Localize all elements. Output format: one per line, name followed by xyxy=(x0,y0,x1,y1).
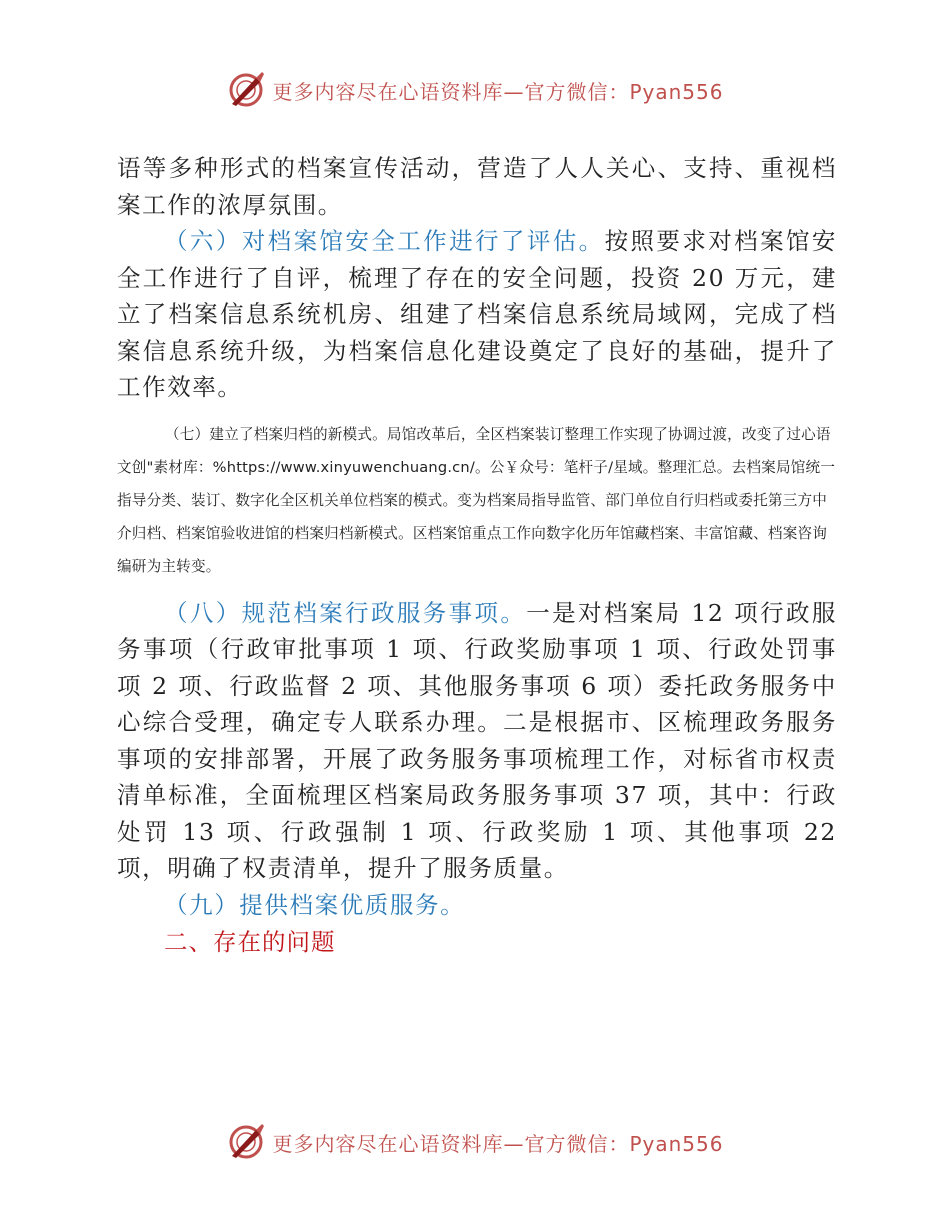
document-body xyxy=(117,150,837,961)
banner-text: 更多内容尽在心语资料库—官方微信：Pyan556 xyxy=(272,1131,724,1156)
subheading-quality-service: （九）提供档案优质服务。 xyxy=(164,890,466,919)
paragraph-quality-service xyxy=(117,887,837,924)
header-banner xyxy=(0,70,950,110)
paragraph-publicity: 语等多种形式的档案宣传活动，营造了人人关心、支持、重视档案工作的浓厚氛围。 xyxy=(117,154,837,219)
paragraph-admin-services-body: 一是对档案局 12 项行政服务事项（行政审批事项 1 项、行政奖励事项 1 项、行政处罚事项 2 项、行政监督 2 项、其他服务事项 6 项）委托政务服务中心综合受理，确定专人联系办理。二是根据市、区梳理政务服务事项的安排部署，开展了政务服务事项梳理工作，对标省市权责清单标准，全面梳理区档案局政务服务事项 37 项，其中：行政处罚 13 项、行政强制 1 项、行政奖励 1 项、其他事项 22 项，明确了权责清单，提升了服务质量。 xyxy=(117,598,837,882)
subheading-safety-evaluation: （六）对档案馆安全工作进行了评估。 xyxy=(164,227,605,255)
footer-banner xyxy=(0,1122,950,1162)
pen-logo-icon xyxy=(226,70,266,110)
paragraph-archiving-mode: （七）建立了档案归档的新模式。局馆改革后，全区档案装订整理工作实现了协调过渡，改变了过心语文创"素材库：%https://www.xinyuwenchuang.cn/。公￥众号：笔杆子/星域。整理汇总。去档案局馆统一指导分类、装订、数字化全区机关单位档案的模式。变为档案局指导监管、部门单位自行归档或委托第三方中介归档、档案馆验收进馆的档案归档新模式。区档案馆重点工作向数字化历年馆藏档案、丰富馆藏、档案咨询编研为主转变。 xyxy=(117,425,836,575)
banner-text: 更多内容尽在心语资料库—官方微信：Pyan556 xyxy=(272,79,724,104)
paragraph-safety-evaluation xyxy=(117,223,837,406)
pen-logo-icon xyxy=(226,1122,266,1162)
paragraph-admin-services xyxy=(117,595,837,887)
paragraph-safety-evaluation-body: 按照要求对档案馆安全工作进行了自评，梳理了存在的安全问题，投资 20 万元，建立了档案信息系统机房、组建了档案信息系统局域网，完成了档案信息系统升级，为档案信息化建设奠定了良好的基础，提升了工作效率。 xyxy=(117,227,838,401)
section-title-problems: 二、存在的问题 xyxy=(164,928,336,956)
subheading-admin-services: （八）规范档案行政服务事项。 xyxy=(164,598,527,627)
